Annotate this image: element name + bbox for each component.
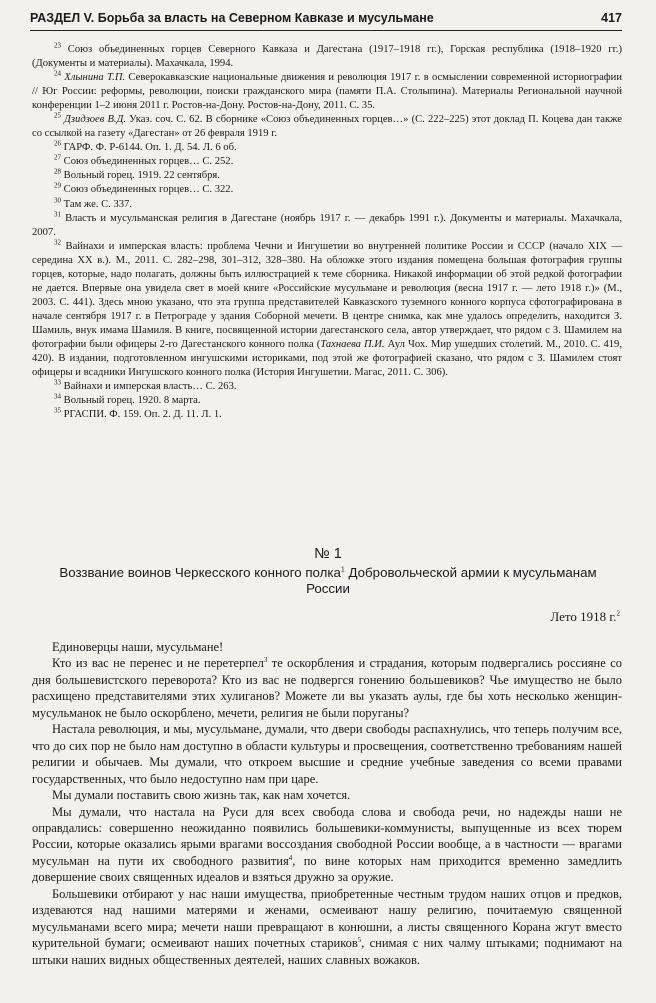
footnote-35: $^{35}$ РГАСПИ. Ф. 159. Оп. 2. Д. 11. Л. 1. bbox=[54, 406, 222, 421]
document-title: Воззвание воинов Черкесского конного полка$^1$ Добровольческой армии к мусульманам России bbox=[59, 565, 597, 596]
footnote-29: $^{29}$ Союз объединенных горцев… С. 322. bbox=[54, 181, 234, 196]
document-number: № 1 bbox=[314, 546, 342, 562]
section-title: РАЗДЕЛ V. Борьба за власть на Северном Кавказе и мусульмане bbox=[30, 11, 434, 25]
footnote-26: $^{26}$ ГАРФ. Ф. Р-6144. Оп. 1. Д. 54. Л. 6 об. bbox=[54, 139, 237, 154]
paragraph-1: Кто из вас не перенес и не перетерпел$^3$ те оскорбления и страдания, которым подвергались россияне со дня большевистского переворота? Кто из вас не подвергся гонению большевиков? Чье имущество не было расхищено представителями этих хулиганов? Можете ли вы указать аулы, где бы хоть несколько женщин-мусульманок не было оскорблено, мечети, религия не были поруганы? bbox=[32, 656, 622, 720]
footnote-25: $^{25}$ Дзидзоев В.Д. Указ. соч. С. 62. В сборнике «Союз объединенных горцев…» (С. 222–225) этот доклад П. Коцева дан также со ссылкой на газету «Дагестан» от 26 февраля 1919 г. bbox=[32, 111, 622, 140]
page-number: 417 bbox=[601, 11, 622, 25]
paragraph-3: Мы думали поставить свою жизнь так, как нам хочется. bbox=[52, 788, 351, 803]
paragraph-5: Большевики отбирают у нас наши имущества, приобретенные честным трудом наших отцов и предков, издеваются над нашими матерями и женами, осмеивают нашу религию, почитаемую священной мусульманами всего мира; мечети наши превращают в конюшни, а листы священного Корана жгут вместо курительной бумаги; осмеивают наших почетных стариков$^5$, снимая с них чалму штыками; поднимают на штыки наших видных общественных деятелей, наших славных вожаков. bbox=[32, 886, 622, 967]
footnote-28: $^{28}$ Вольный горец. 1919. 22 сентября. bbox=[54, 167, 220, 182]
footnote-33: $^{33}$ Вайнахи и имперская власть… С. 263. bbox=[54, 378, 237, 393]
footnote-32: $^{32}$ Вайнахи и имперская власть: проблема Чечни и Ингушетии во внутренней политике России и СССР (начало XIX — середина XX в.). М., 2011. С. 282–298, 301–312, 328–380. На обложке этого издания помещена большая фотография группы горцев, которые, надо полагать, должны быть иллюстрацией к теме сборника. Никакой информации об этой редкой фотографии не дается. Впервые она увидела свет в моей книге «Российские мусульмане и революция (весна 1917 г. — лето 1918 г.)» (М., 2003. С. 441). Здесь мною указано, что эта группа представителей Кавказского туземного конного корпуса сфотографирована в начале сентября 1917 г. в Петрограде у здания Соборной мечети. В центре снимка, как мне удалось определить, находится З. Шамиль, внук имама Шамиля. В книге, посвященной истории дагестанского села, автор утверждает, что рядом с З. Шамилем на фотографии были офицеры 2-го Дагестанского конного полка (Тахнаева П.И. Аул Чох. Мир ушедших столетий. М., 2010. С. 419, 420). В издании, подготовленном ингушскими историками, под этой же фотографией сказано, что рядом с З. Шамилем стоят офицеры и всадники Ингушского конного полка (История Ингушетии. Магас, 2011. С. 306). bbox=[32, 238, 623, 379]
footnote-34: $^{34}$ Вольный горец. 1920. 8 марта. bbox=[54, 392, 201, 407]
footnote-23: $^{23}$ Союз объединенных горцев Северного Кавказа и Дагестана (1917–1918 гг.), Горская республика (1918–1920 гг.) (Документы и материалы). Махачкала, 1994. bbox=[32, 41, 622, 70]
footnote-27: $^{27}$ Союз объединенных горцев… С. 252. bbox=[54, 153, 234, 168]
paragraph-4: Мы думали, что настала на Руси для всех свобода слова и свобода речи, но надежды наши не оправдались: совершенно неожиданно появились большевики-коммунисты, выпущенные из всех тюрем России, которые оказались ярыми врагами воссоздания свободной России вообще, а в частности — врагами мусульман на пути их свободного развития$^4$, по вине которых нам приходится временно замедлить довершение своих священных идеалов и взяться дружно за оружие. bbox=[32, 804, 622, 885]
running-header bbox=[30, 10, 622, 31]
document-date: Лето 1918 г.$^2$ bbox=[550, 609, 620, 624]
footnotes bbox=[32, 43, 622, 422]
footnote-31: $^{31}$ Власть и мусульманская религия в Дагестане (ноябрь 1917 г. — декабрь 1991 г.). Документы и материалы. Махачкала, 2007. bbox=[32, 210, 622, 238]
footnote-24: $^{24}$ Хлынина Т.П. Северокавказские национальные движения и революция 1917 г. в осмыслении современной историографии // Юг России: реформы, революции, поиски гражданского мира (памяти П.А. Столыпина). Материалы Региональной научной конференции 1–2 июня 2011 г. Ростов-на-Дону. Ростов-на-Дону, 2011. С. 35. bbox=[32, 69, 623, 112]
footnote-30: $^{30}$ Там же. С. 337. bbox=[54, 195, 132, 210]
greeting: Единоверцы наши, мусульмане! bbox=[52, 640, 224, 654]
document-body bbox=[32, 639, 622, 968]
paragraph-2: Настала революция, и мы, мусульмане, думали, что двери свободы распахнулись, что теперь получим все, что до сих пор не было нам доступно в области культуры и просвещения, соответственно требованиям нашей религии и обычаев. Мы думали, что откроем высшие и средние учебные заведения со всеми правами государственных, что было недоступно нам при царе. bbox=[32, 722, 622, 786]
